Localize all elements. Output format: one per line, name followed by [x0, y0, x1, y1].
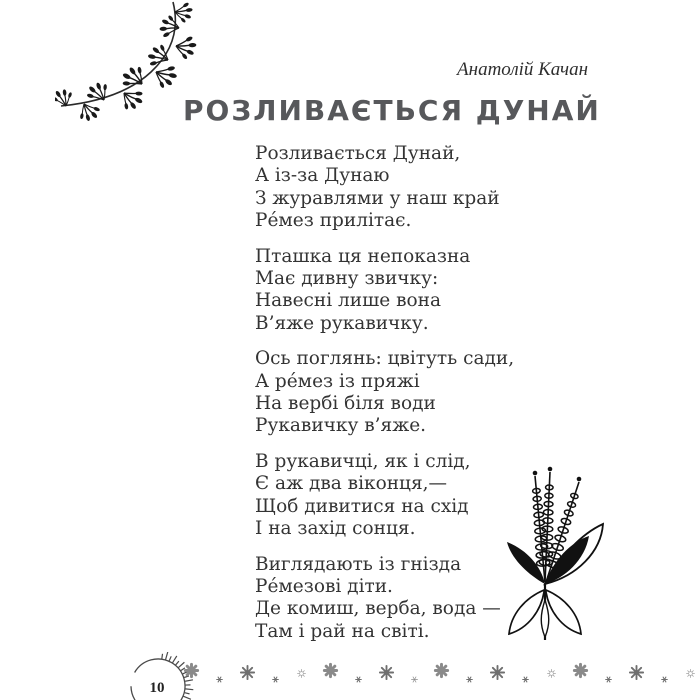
flower-star-large-icon — [489, 664, 506, 681]
poem-line: Має дивну звичку: — [255, 268, 439, 290]
flower-star-large-icon — [628, 664, 645, 681]
author-name: Анатолій Качан — [457, 59, 588, 80]
poem-line: Є аж два віконця,— — [255, 473, 447, 495]
star-small-icon — [270, 674, 281, 685]
poem-line: Де комиш, верба, вода — — [255, 598, 501, 620]
poem-line: Розливається Дунай, — [255, 143, 461, 164]
flower-solid-large-icon — [322, 662, 339, 679]
star-small-icon — [603, 674, 614, 685]
poem-line: А із-за Дунаю — [255, 165, 390, 187]
poem-title: РОЗЛИВАЄТЬСЯ ДУНАЙ — [183, 94, 601, 127]
flower-outline-small-icon — [684, 667, 697, 680]
poem-line: З журавлями у наш край — [255, 187, 500, 209]
poem-line: Щоб дивитися на схід — [255, 495, 469, 517]
flower-star-large-icon — [239, 664, 256, 681]
poem-line: А ре́мез із пряжі — [255, 370, 420, 392]
page-number: 10 — [149, 680, 165, 696]
star-small-icon — [464, 674, 475, 685]
flower-outline-small-icon — [295, 667, 308, 680]
poem-line: Навесні лише вона — [255, 290, 442, 312]
poem-line: І на захід сонця. — [255, 518, 416, 540]
poem-line: Ре́мезові діти. — [255, 575, 393, 597]
star-small-icon — [520, 674, 531, 685]
stanza — [255, 554, 514, 644]
lavender-flower-icon — [483, 458, 658, 658]
flower-solid-large-icon — [183, 662, 200, 679]
stanza — [255, 143, 514, 233]
flower-border — [183, 662, 697, 696]
flower-solid-large-icon — [572, 662, 589, 679]
poem-line: Там і рай на світі. — [255, 620, 430, 642]
poem-line: Ось поглянь: цвітуть сади, — [255, 348, 515, 370]
stanza — [255, 348, 514, 438]
flower-solid-large-icon — [433, 662, 450, 679]
poem-line: В рукавичці, як і слід, — [255, 450, 471, 472]
poem — [255, 143, 514, 656]
poem-line: Рукавичку в’яже. — [255, 415, 427, 437]
poem-line: На вербі біля води — [255, 393, 436, 415]
star-small-icon — [353, 674, 364, 685]
stanza — [255, 451, 514, 541]
star-small-icon — [214, 674, 225, 685]
snowflake-small-icon — [409, 674, 420, 685]
poem-line: Пташка ця непоказна — [255, 245, 471, 267]
poem-line: Ре́мез прилітає. — [255, 210, 412, 232]
star-small-icon — [659, 674, 670, 685]
flower-outline-small-icon — [545, 667, 558, 680]
flower-star-large-icon — [378, 664, 395, 681]
poem-line: В’яже рукавичку. — [255, 312, 429, 334]
poem-line: Виглядають із гнізда — [255, 553, 462, 575]
stanza — [255, 246, 514, 336]
